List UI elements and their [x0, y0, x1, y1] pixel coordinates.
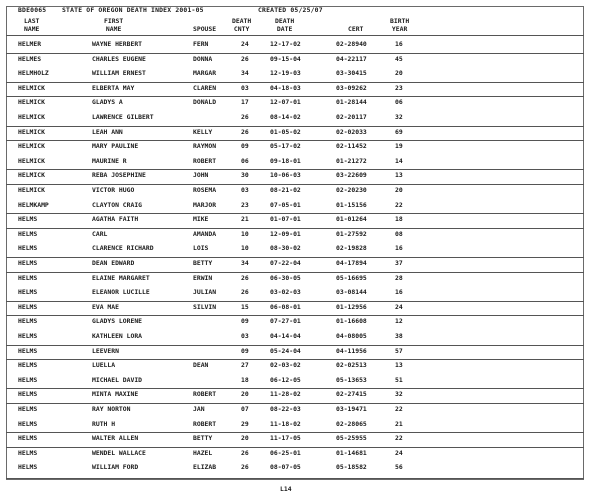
cell-year: 20 — [395, 69, 403, 78]
cell-last: HELMS — [18, 259, 38, 267]
cell-cnty: 18 — [241, 375, 249, 384]
row-divider — [6, 53, 584, 54]
cell-year: 24 — [395, 302, 403, 311]
cell-cert: 01-15156 — [336, 200, 367, 209]
cell-year: 16 — [395, 288, 403, 297]
cell-last: HELMS — [18, 273, 38, 282]
cell-cnty: 09 — [241, 317, 249, 326]
cell-first: WALTER ALLEN — [92, 434, 139, 443]
cell-cert: 01-21272 — [336, 156, 367, 165]
cell-spouse: ROSEMA — [193, 186, 217, 194]
cell-cnty: 27 — [241, 361, 249, 370]
cell-cnty: 09 — [241, 346, 249, 355]
cell-year: 56 — [395, 463, 403, 472]
cell-cert: 03-22609 — [336, 171, 367, 180]
cell-cnty: 26 — [241, 463, 249, 472]
cell-last: HELMS — [18, 375, 38, 384]
cell-cert: 03-08144 — [336, 288, 367, 297]
table-row — [0, 463, 600, 484]
row-divider — [6, 140, 584, 141]
cell-last: HELMS — [18, 332, 38, 340]
cell-cnty: 21 — [241, 215, 249, 224]
cell-cnty: 09 — [241, 142, 249, 151]
col-header-text: CERT — [348, 25, 364, 33]
cell-year: 22 — [395, 405, 403, 413]
cell-cert: 05-13653 — [336, 375, 367, 384]
cell-first: LEAH ANN — [92, 127, 123, 136]
cell-last: HELMKAMP — [18, 200, 49, 209]
cell-date: 08-14-02 — [270, 113, 301, 121]
cell-year: 45 — [395, 54, 403, 63]
cell-date: 12-19-03 — [270, 69, 301, 78]
cell-year: 32 — [395, 390, 403, 399]
col-header-text: DEATH — [232, 17, 252, 25]
col-header-text: DATE — [276, 25, 293, 33]
cell-last: HELMS — [18, 302, 38, 311]
cell-date: 09-15-04 — [270, 54, 301, 63]
cell-first: VICTOR HUGO — [92, 186, 135, 194]
row-divider — [6, 35, 584, 36]
cell-date: 04-14-04 — [270, 332, 301, 340]
cell-date: 06-12-05 — [270, 375, 301, 384]
cell-first: WILLIAM ERNEST — [92, 69, 146, 78]
cell-spouse: DEAN — [193, 361, 209, 370]
cell-date: 05-24-04 — [270, 346, 301, 355]
cell-first: ELBERTA MAY — [92, 83, 135, 92]
cell-last: HELMICK — [18, 98, 45, 107]
cell-last: HELMS — [18, 434, 38, 443]
cell-last: HELMS — [18, 419, 38, 428]
cell-year: 28 — [395, 273, 403, 282]
cell-date: 02-03-02 — [270, 361, 301, 370]
cell-year: 22 — [395, 434, 403, 443]
cell-year: 37 — [395, 259, 403, 267]
cell-first: CARL — [92, 229, 108, 238]
cell-year: 24 — [395, 448, 403, 457]
cell-cert: 04-22117 — [336, 54, 367, 63]
col-header-text: BIRTH — [390, 17, 410, 25]
cell-date: 12-09-01 — [270, 229, 301, 238]
cell-cnty: 03 — [241, 83, 249, 92]
row-divider — [6, 82, 584, 83]
cell-year: 19 — [395, 142, 403, 151]
cell-year: 22 — [395, 200, 403, 209]
cell-cnty: 26 — [241, 113, 249, 121]
cell-last: HELMICK — [18, 127, 45, 136]
report-created: CREATED 05/25/07 — [258, 6, 323, 14]
cell-last: HELMS — [18, 448, 38, 457]
cell-spouse: LOIS — [193, 244, 209, 253]
cell-date: 11-28-02 — [270, 390, 301, 399]
cell-cert: 04-17894 — [336, 259, 367, 267]
cell-cert: 01-01264 — [336, 215, 367, 224]
cell-first: ELAINE MARGARET — [92, 273, 150, 282]
cell-last: HELMHOLZ — [18, 69, 49, 78]
cell-year: 57 — [395, 346, 403, 355]
cell-year: 08 — [395, 229, 403, 238]
cell-cert: 02-11452 — [336, 142, 367, 151]
cell-spouse: AMANDA — [193, 229, 217, 238]
cell-date: 06-25-01 — [270, 448, 301, 457]
cell-cert: 04-08005 — [336, 332, 367, 340]
cell-spouse: ELIZAB — [193, 463, 217, 472]
cell-spouse: SILVIN — [193, 302, 217, 311]
cell-date: 11-17-05 — [270, 434, 301, 443]
cell-last: HELMS — [18, 229, 38, 238]
cell-cnty: 30 — [241, 171, 249, 180]
cell-spouse: MARGAR — [193, 69, 217, 78]
col-header-spouse — [193, 25, 216, 33]
cell-first: MINTA MAXINE — [92, 390, 139, 399]
cell-cnty: 15 — [241, 302, 249, 311]
cell-year: 18 — [395, 215, 403, 224]
cell-cnty: 26 — [241, 54, 249, 63]
cell-cnty: 10 — [241, 244, 249, 253]
cell-last: HELMICK — [18, 83, 45, 92]
cell-year: 51 — [395, 375, 403, 384]
cell-last: HELMS — [18, 215, 38, 224]
cell-spouse: ROBERT — [193, 390, 217, 399]
cell-spouse: JULIAN — [193, 288, 217, 297]
cell-first: DEAN EDWARD — [92, 259, 135, 267]
row-divider — [6, 96, 584, 97]
cell-cnty: 26 — [241, 127, 249, 136]
cell-date: 03-02-03 — [270, 288, 301, 297]
cell-first: RAY NORTON — [92, 405, 131, 413]
cell-date: 06-30-05 — [270, 273, 301, 282]
cell-year: 13 — [395, 171, 403, 180]
cell-spouse: ROBERT — [193, 419, 217, 428]
cell-first: KATHLEEN LORA — [92, 332, 143, 340]
col-header-death-date — [275, 17, 294, 33]
row-divider — [6, 388, 584, 389]
cell-spouse: JOHN — [193, 171, 209, 180]
cell-first: MAURINE R — [92, 156, 127, 165]
cell-spouse: BETTY — [193, 434, 213, 443]
cell-year: 23 — [395, 83, 403, 92]
cell-first: GLADYS A — [92, 98, 123, 107]
cell-first: CLARENCE RICHARD — [92, 244, 154, 253]
cell-first: REBA JOSEPHINE — [92, 171, 146, 180]
cell-year: 21 — [395, 419, 403, 428]
cell-last: HELMICK — [18, 171, 45, 180]
cell-cert: 03-30415 — [336, 69, 367, 78]
cell-spouse: MIKE — [193, 215, 209, 224]
cell-last: HELMS — [18, 244, 38, 253]
row-divider — [6, 257, 584, 258]
cell-date: 08-30-02 — [270, 244, 301, 253]
cell-first: ELEANOR LUCILLE — [92, 288, 150, 297]
cell-cert: 05-25955 — [336, 434, 367, 443]
cell-first: AGATHA FAITH — [92, 215, 139, 224]
cell-cnty: 26 — [241, 448, 249, 457]
cell-first: LEEVERN — [92, 346, 119, 355]
cell-cert: 01-27592 — [336, 229, 367, 238]
col-header-text: YEAR — [391, 25, 408, 33]
row-divider — [6, 315, 584, 316]
cell-year: 13 — [395, 361, 403, 370]
cell-cnty: 20 — [241, 434, 249, 443]
cell-last: HELMS — [18, 390, 38, 399]
cell-date: 12-07-01 — [270, 98, 301, 107]
cell-date: 06-08-01 — [270, 302, 301, 311]
col-header-text: LAST — [24, 17, 40, 25]
cell-date: 08-21-02 — [270, 186, 301, 194]
row-divider — [6, 403, 584, 404]
cell-cert: 02-27415 — [336, 390, 367, 399]
cell-cert: 01-14681 — [336, 448, 367, 457]
cell-spouse: JAN — [193, 405, 205, 413]
cell-year: 14 — [395, 156, 403, 165]
cell-cert: 01-28144 — [336, 98, 367, 107]
row-divider — [6, 447, 584, 448]
cell-cert: 02-19828 — [336, 244, 367, 253]
cell-last: HELMES — [18, 54, 42, 63]
cell-year: 16 — [395, 40, 403, 48]
cell-cnty: 34 — [241, 69, 249, 78]
row-divider — [6, 169, 584, 170]
cell-cert: 05-18582 — [336, 463, 367, 472]
cell-cnty: 07 — [241, 405, 249, 413]
cell-first: WAYNE HERBERT — [92, 40, 143, 48]
row-divider — [6, 301, 584, 302]
cell-last: HELMICK — [18, 156, 45, 165]
col-header-text: CNTY — [233, 25, 250, 33]
cell-cert: 01-16608 — [336, 317, 367, 326]
col-header-text: SPOUSE — [193, 25, 217, 33]
cell-date: 10-06-03 — [270, 171, 301, 180]
cell-last: HELMS — [18, 317, 38, 326]
col-header-first-name — [104, 17, 123, 33]
col-header-text: NAME — [24, 25, 40, 33]
cell-first: LUELLA — [92, 361, 116, 370]
cell-last: HELMICK — [18, 113, 45, 121]
cell-cert: 02-02033 — [336, 127, 367, 136]
cell-date: 07-27-01 — [270, 317, 301, 326]
cell-cnty: 26 — [241, 288, 249, 297]
cell-spouse: BETTY — [193, 259, 213, 267]
row-divider — [6, 478, 584, 479]
cell-last: HELMICK — [18, 186, 45, 194]
cell-cnty: 10 — [241, 229, 249, 238]
cell-last: HELMS — [18, 463, 38, 472]
cell-cnty: 34 — [241, 259, 249, 267]
cell-first: WILLIAM FORD — [92, 463, 139, 472]
row-divider — [6, 432, 584, 433]
row-divider — [6, 272, 584, 273]
row-divider — [6, 126, 584, 127]
cell-cert: 03-19471 — [336, 405, 367, 413]
cell-cert: 02-28065 — [336, 419, 367, 428]
cell-first: MARY PAULINE — [92, 142, 139, 151]
col-header-death-cnty — [232, 17, 251, 33]
cell-cnty: 29 — [241, 419, 249, 428]
cell-spouse: RAYMON — [193, 142, 217, 151]
row-divider — [6, 184, 584, 185]
cell-cert: 01-12956 — [336, 302, 367, 311]
cell-cnty: 03 — [241, 332, 249, 340]
cell-cnty: 20 — [241, 390, 249, 399]
cell-cert: 02-20230 — [336, 186, 367, 194]
cell-spouse: DONALD — [193, 98, 217, 107]
cell-cnty: 17 — [241, 98, 249, 107]
cell-cnty: 24 — [241, 40, 249, 48]
col-header-cert — [348, 25, 363, 33]
cell-year: 12 — [395, 317, 403, 326]
cell-cert: 05-16695 — [336, 273, 367, 282]
cell-cert: 04-11956 — [336, 346, 367, 355]
cell-first: GLADYS LORENE — [92, 317, 143, 326]
cell-cnty: 23 — [241, 200, 249, 209]
cell-cnty: 03 — [241, 186, 249, 194]
cell-cert: 02-02513 — [336, 361, 367, 370]
cell-date: 08-22-03 — [270, 405, 301, 413]
cell-date: 08-07-05 — [270, 463, 301, 472]
cell-first: MICHAEL DAVID — [92, 375, 143, 384]
cell-year: 32 — [395, 113, 403, 121]
cell-date: 12-17-02 — [270, 40, 301, 48]
col-header-last-name — [24, 17, 39, 33]
cell-first: LAWRENCE GILBERT — [92, 113, 154, 121]
cell-first: EVA MAE — [92, 302, 119, 311]
col-header-text: DEATH — [275, 17, 295, 25]
cell-spouse: MARJOR — [193, 200, 217, 209]
cell-spouse: KELLY — [193, 127, 213, 136]
row-divider — [6, 213, 584, 214]
cell-first: CLAYTON CRAIG — [92, 200, 143, 209]
cell-last: HELMS — [18, 288, 38, 297]
cell-spouse: DONNA — [193, 54, 213, 63]
report-code: BDE0065 — [18, 6, 47, 14]
cell-cnty: 06 — [241, 156, 249, 165]
cell-year: 06 — [395, 98, 403, 107]
cell-first: RUTH H — [92, 419, 116, 428]
page-label: L14 — [280, 485, 292, 493]
cell-date: 05-17-02 — [270, 142, 301, 151]
row-divider — [6, 345, 584, 346]
cell-year: 20 — [395, 186, 403, 194]
col-header-birth-year — [390, 17, 409, 33]
cell-year: 38 — [395, 332, 403, 340]
cell-date: 09-18-01 — [270, 156, 301, 165]
cell-last: HELMS — [18, 361, 38, 370]
cell-spouse: ROBERT — [193, 156, 217, 165]
cell-last: HELMICK — [18, 142, 45, 151]
report-title: STATE OF OREGON DEATH INDEX 2001-05 — [62, 6, 204, 14]
cell-last: HELMER — [18, 40, 42, 48]
cell-first: CHARLES EUGENE — [92, 54, 146, 63]
cell-last: HELMS — [18, 346, 38, 355]
cell-date: 07-05-01 — [270, 200, 301, 209]
row-divider — [6, 228, 584, 229]
cell-cert: 02-20117 — [336, 113, 367, 121]
cell-cert: 02-28940 — [336, 40, 367, 48]
cell-date: 07-22-04 — [270, 259, 301, 267]
cell-cnty: 26 — [241, 273, 249, 282]
cell-date: 01-07-01 — [270, 215, 301, 224]
cell-spouse: HAZEL — [193, 448, 213, 457]
col-header-text: FIRST — [104, 17, 124, 25]
cell-date: 04-18-03 — [270, 83, 301, 92]
col-header-text: NAME — [105, 25, 122, 33]
cell-spouse: ERWIN — [193, 273, 213, 282]
cell-spouse: FERN — [193, 40, 209, 48]
cell-date: 11-18-02 — [270, 419, 301, 428]
row-divider — [6, 359, 584, 360]
cell-spouse: CLAREN — [193, 83, 217, 92]
cell-year: 16 — [395, 244, 403, 253]
cell-date: 01-05-02 — [270, 127, 301, 136]
cell-year: 69 — [395, 127, 403, 136]
cell-last: HELMS — [18, 405, 38, 413]
cell-cert: 03-09262 — [336, 83, 367, 92]
cell-first: WENDEL WALLACE — [92, 448, 146, 457]
